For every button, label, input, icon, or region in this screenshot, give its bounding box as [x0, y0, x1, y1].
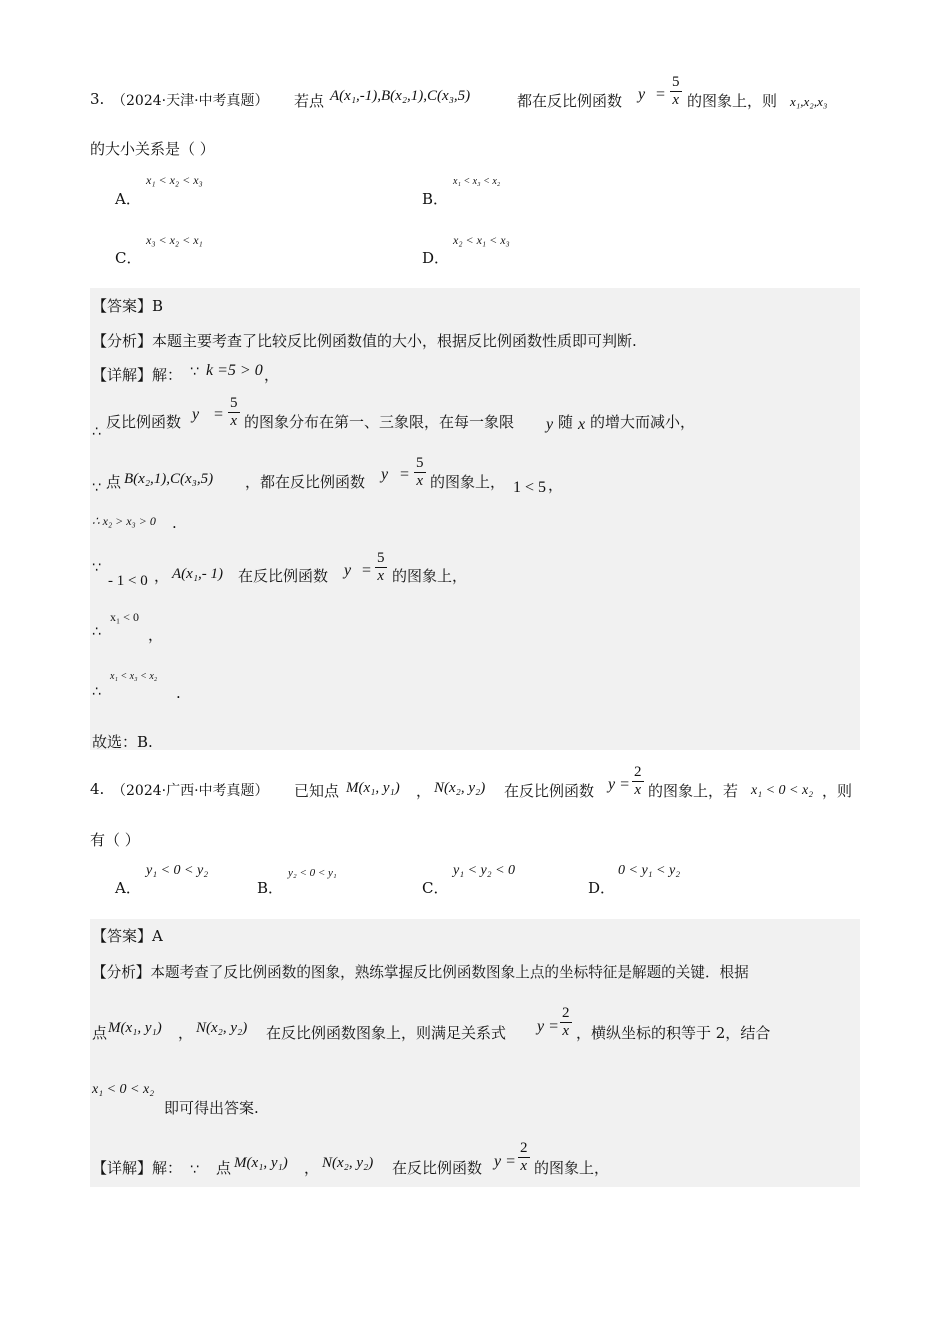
q4-number: 4.: [90, 780, 105, 798]
q3-line2-func-lhs: y: [192, 406, 200, 423]
because-symbol-3: ∵: [92, 560, 101, 576]
q3-analysis: 【分析】本题主要考查了比较反比例函数值的大小，根据反比例函数性质即可判断.: [92, 332, 637, 350]
q4-an2-num: 2: [562, 1005, 570, 1021]
q3-line5-b: 在反比例函数: [238, 567, 329, 585]
q3-line7-expr: x₁ < x₃ < x₂: [110, 671, 158, 682]
q4-an2-den: x: [562, 1023, 570, 1039]
q4-stem-c: 的图象上，若: [648, 782, 739, 800]
because-symbol-4: ∵: [190, 1162, 199, 1178]
q3-line3-c: 的图象上，: [430, 473, 506, 491]
q3-line2-a: 反比例函数: [106, 413, 182, 431]
q3-line3-func-eq: =: [400, 466, 410, 483]
q4-option-d: 0 < y₁ < y₂: [618, 863, 681, 878]
q4-option-b: y₂ < 0 < y₁: [288, 867, 337, 879]
q3-line4-end: .: [172, 514, 177, 532]
q3-option-c-label: C．: [115, 249, 142, 267]
q3-option-b-label: B．: [422, 190, 449, 208]
q3-line5-point: A(x₁,- 1): [172, 566, 224, 582]
q3-vars: x₁,x₂,x₃: [790, 94, 828, 109]
q3-line3-d: ，: [548, 476, 564, 494]
q4-sep: ，: [416, 782, 432, 800]
q4-an2-c: ，横纵坐标的积等于 2，结合: [576, 1024, 771, 1042]
q3-line3-points: B(x₂,1),C(x₃,5): [124, 471, 214, 487]
q3-line2-b: 的图象分布在第一、三象限，在每一象限: [244, 413, 515, 431]
q4-stem-a: 已知点: [294, 782, 340, 800]
q4-an2-b: 在反比例函数图象上，则满足关系式: [266, 1024, 507, 1042]
q4-source: （2024·广西·中考真题）: [112, 783, 269, 799]
q4-fraction: [632, 764, 644, 799]
therefore-symbol-3: ∴: [92, 684, 101, 700]
q3-func-num: 5: [672, 74, 680, 90]
q3-line5-func-eq: =: [362, 562, 372, 579]
q3-line3-ineq: 1 < 5: [513, 479, 547, 496]
q4-detail-b: 在反比例函数: [392, 1159, 483, 1177]
q3-line3-den: x: [416, 473, 424, 489]
q4-an2-a: 点: [92, 1024, 108, 1042]
q4-option-c: y₁ < y₂ < 0: [453, 863, 516, 878]
q3-line2-y: y: [546, 416, 554, 433]
q3-line5-num: 5: [377, 550, 385, 566]
q3-line2-x: x: [578, 416, 586, 433]
q4-detail-label: 【详解】解：: [92, 1159, 183, 1177]
q3-line3-func-lhs: y: [381, 466, 389, 483]
q3-line5-a: ，: [154, 567, 170, 585]
q4-detail-func-lhs: y =: [494, 1153, 516, 1170]
therefore-symbol-2: ∴: [92, 624, 101, 640]
q3-line3-fraction: [414, 455, 426, 490]
q4-an2-fraction: [560, 1005, 572, 1040]
q3-detail-label: 【详解】解：: [92, 366, 183, 384]
q4-answer: 【答案】A: [92, 927, 163, 945]
q3-detail-k: k =5 > 0: [206, 362, 263, 379]
q4-detail-fraction: [518, 1140, 530, 1175]
q3-line7-end: .: [176, 684, 181, 702]
because-symbol-2: ∵: [92, 480, 101, 496]
q4-stem-b: 在反比例函数: [504, 782, 595, 800]
q3-stem-b: 都在反比例函数: [517, 92, 623, 110]
q4-detail-sep: ，: [304, 1159, 320, 1177]
q3-line5-func-lhs: y: [344, 562, 352, 579]
q3-conclusion: 故选：B.: [92, 733, 153, 751]
q4-stem-d: ，则: [822, 782, 853, 800]
q3-line3-a: 点: [106, 473, 122, 491]
because-symbol: ∵: [190, 364, 199, 380]
q3-line2-func-eq: =: [214, 406, 224, 423]
q3-line2-num: 5: [230, 395, 238, 411]
q4-detail-a: 点: [216, 1159, 232, 1177]
q4-option-c-label: C．: [422, 879, 449, 897]
q3-func-den: x: [672, 92, 680, 108]
q4-func-lhs: y =: [608, 776, 630, 793]
q3-line5-c: 的图象上，: [392, 567, 468, 585]
q3-option-d: x₂ < x₁ < x₃: [453, 233, 510, 247]
q4-an2-sep: ，: [178, 1024, 194, 1042]
q3-line5-ineq: - 1 < 0: [108, 573, 148, 589]
q3-number: 3.: [90, 90, 105, 108]
q3-points: A(x₁,-1),B(x₂,1),C(x₃,5): [330, 88, 471, 104]
q4-cond: x₁ < 0 < x₂: [751, 783, 814, 798]
q4-detail-n: N(x₂, y₂): [322, 1155, 374, 1171]
q3-line4: ∴ x₂ > x₃ > 0: [92, 514, 156, 528]
q4-analysis: 【分析】本题考查了反比例函数的图象，熟练掌握反比例函数图象上点的坐标特征是解题的关键．根据: [92, 964, 749, 981]
q3-detail-comma: ，: [264, 366, 280, 384]
q3-stem-c: 的图象上，则: [687, 92, 778, 110]
q3-func-eq: =: [656, 86, 666, 103]
q3-stem-a: 若点: [294, 92, 325, 110]
q3-stem-d: 的大小关系是（ ）: [90, 140, 215, 158]
q4-an3-text: 即可得出答案.: [164, 1099, 259, 1117]
q3-option-a-label: A．: [115, 190, 141, 208]
q3-option-c: x₃ < x₂ < x₁: [146, 233, 203, 247]
q3-line2-d: 的增大而减小，: [590, 413, 696, 431]
q4-detail-c: 的图象上，: [534, 1159, 610, 1177]
q4-point-n: N(x₂, y₂): [434, 780, 486, 796]
q4-point-m: M(x₁, y₁): [346, 780, 400, 796]
q3-line3-num: 5: [416, 455, 424, 471]
q4-an3-expr: x₁ < 0 < x₂: [92, 1082, 155, 1097]
q3-answer: 【答案】B: [92, 297, 164, 315]
q4-stem-e: 有（ ）: [90, 831, 140, 849]
q3-fraction: [670, 74, 682, 109]
q3-option-b: x₁ < x₃ < x₂: [453, 176, 501, 187]
q3-option-a: x₁ < x₂ < x₃: [146, 173, 203, 187]
q4-option-d-label: D．: [588, 879, 616, 897]
q4-an2-m: M(x₁, y₁): [108, 1020, 162, 1036]
q3-line5-den: x: [377, 568, 385, 584]
q4-an2-func-lhs: y =: [537, 1018, 559, 1035]
q3-line6-end: ，: [148, 626, 164, 644]
q4-option-a-label: A．: [115, 879, 141, 897]
q3-option-d-label: D．: [422, 249, 450, 267]
q4-option-a: y₁ < 0 < y₂: [146, 863, 209, 878]
q3-line2-fraction: [228, 395, 240, 430]
q3-line2-c: 随: [558, 413, 574, 431]
q4-func-den: x: [634, 782, 642, 798]
q3-line2-den: x: [230, 413, 238, 429]
q3-func-lhs: y: [638, 86, 646, 103]
q3-line3-b: ，都在反比例函数: [245, 473, 366, 491]
q4-option-b-label: B．: [257, 879, 284, 897]
q3-solution-box: [90, 288, 860, 750]
therefore-symbol: ∴: [92, 424, 101, 440]
q3-line5-fraction: [375, 550, 387, 585]
q4-an2-n: N(x₂, y₂): [196, 1020, 248, 1036]
q4-detail-num: 2: [520, 1140, 528, 1156]
q4-detail-den: x: [520, 1158, 528, 1174]
q3-line6-expr: x₁ < 0: [110, 610, 139, 624]
q4-detail-m: M(x₁, y₁): [234, 1155, 288, 1171]
q4-solution-box: [90, 919, 860, 1187]
q4-func-num: 2: [634, 764, 642, 780]
q3-source: （2024·天津·中考真题）: [112, 93, 269, 109]
